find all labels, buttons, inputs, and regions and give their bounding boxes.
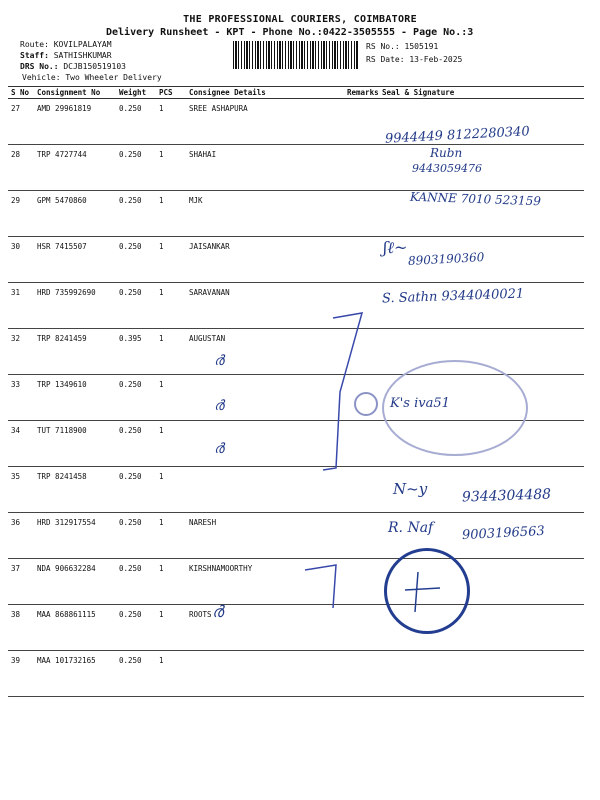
cell-pcs: 1 [156, 559, 186, 605]
cell-consignee: JAISANKAR [186, 237, 344, 283]
cell-consignee: KIRSHNAMOORTHY [186, 559, 344, 605]
handwritten-mark-35: ർ [214, 441, 224, 457]
company-title: THE PROFESSIONAL COURIERS, COIMBATORE [183, 14, 417, 25]
cell-pcs: 1 [156, 421, 186, 467]
cell-consignee: SHAHAI [186, 145, 344, 191]
cell-weight: 0.250 [116, 191, 156, 237]
cell-weight: 0.250 [116, 559, 156, 605]
cell-consignment: TRP 8241459 [34, 329, 116, 375]
handwritten-signature-34: K's iva51 [390, 396, 450, 411]
cell-sno: 32 [8, 329, 34, 375]
col-header-remarks: Remarks [344, 87, 379, 99]
col-header-seal-signature: Seal & Signature [379, 87, 584, 99]
handwritten-signature-36: N~y [393, 480, 428, 498]
cell-consignment: TRP 8241458 [34, 467, 116, 513]
cell-consignment: NDA 906632284 [34, 559, 116, 605]
cell-pcs: 1 [156, 99, 186, 145]
pen-hook-stroke [305, 565, 336, 608]
pen-bracket-stroke [323, 313, 362, 470]
cell-sno: 36 [8, 513, 34, 559]
cell-pcs: 1 [156, 467, 186, 513]
handwritten-phone-37: 9003196563 [461, 523, 546, 544]
handwritten-note-27: 9944449 8122280340 [384, 124, 531, 147]
cell-weight: 0.250 [116, 605, 156, 651]
drs-value: DCJB150519103 [63, 62, 126, 71]
seal-inner-stroke [405, 572, 440, 612]
cell-pcs: 1 [156, 145, 186, 191]
cell-consignment: TRP 4727744 [34, 145, 116, 191]
route-label: Route: [20, 40, 49, 49]
handwritten-note-32: S. Sathn 9344040021 [381, 286, 525, 307]
cell-sno: 28 [8, 145, 34, 191]
cell-sno: 38 [8, 605, 34, 651]
cell-consignment: TRP 1349610 [34, 375, 116, 421]
cell-consignment: HSR 7415507 [34, 237, 116, 283]
cell-pcs: 1 [156, 605, 186, 651]
cell-pcs: 1 [156, 237, 186, 283]
rs-date-label: RS Date: [366, 55, 405, 64]
cell-consignee: SARAVANAN [186, 283, 344, 329]
cell-sno: 35 [8, 467, 34, 513]
cell-sno: 31 [8, 283, 34, 329]
cell-consignment: HRD 735992690 [34, 283, 116, 329]
runsheet-subtitle: Delivery Runsheet - KPT - Phone No.:0422-3505555 - Page No.:3 [106, 27, 474, 38]
cell-consignee: NARESH [186, 513, 344, 559]
cell-weight: 0.250 [116, 145, 156, 191]
handwritten-mark-34: ർ [214, 398, 224, 414]
handwritten-phone-28: 9443059476 [412, 162, 482, 175]
handwritten-mark-39: ർ [212, 602, 224, 621]
cell-pcs: 1 [156, 283, 186, 329]
cell-weight: 0.250 [116, 237, 156, 283]
cell-weight: 0.250 [116, 651, 156, 697]
drs-label: DRS No.: [20, 62, 59, 71]
cell-consignee: SREE ASHAPURA [186, 99, 344, 145]
handwritten-note-29: KANNE 7010 523159 [409, 189, 542, 209]
cell-weight: 0.250 [116, 513, 156, 559]
handwritten-signature-37: R. Naf [388, 520, 434, 536]
cell-pcs: 1 [156, 513, 186, 559]
cell-consignment: MAA 101732165 [34, 651, 116, 697]
staff-label: Staff: [20, 51, 49, 60]
cell-pcs: 1 [156, 329, 186, 375]
col-header-weight: Weight [116, 87, 156, 99]
cell-sno: 27 [8, 99, 34, 145]
cell-weight: 0.250 [116, 99, 156, 145]
cell-sno: 30 [8, 237, 34, 283]
cell-sno: 29 [8, 191, 34, 237]
cell-sno: 39 [8, 651, 34, 697]
cell-weight: 0.395 [116, 329, 156, 375]
rs-date-value: 13-Feb-2025 [409, 55, 463, 64]
cell-sno: 33 [8, 375, 34, 421]
cell-sno: 34 [8, 421, 34, 467]
cell-weight: 0.250 [116, 467, 156, 513]
cell-consignment: MAA 868861115 [34, 605, 116, 651]
cell-weight: 0.250 [116, 375, 156, 421]
col-header-consignment: Consignment No [34, 87, 116, 99]
cell-consignment: HRD 312917554 [34, 513, 116, 559]
cell-consignment: AMD 29961819 [34, 99, 116, 145]
cell-pcs: 1 [156, 191, 186, 237]
col-header-pcs: PCS [156, 87, 186, 99]
handwritten-signature-30: ʃℓ~ [383, 238, 408, 257]
rs-no-value: 1505191 [404, 42, 439, 51]
cell-sno: 37 [8, 559, 34, 605]
rs-no-label: RS No.: [366, 42, 400, 51]
col-header-consignee: Consignee Details [186, 87, 344, 99]
cell-consignee: AUGUSTAN [186, 329, 344, 375]
handwritten-signature-28: Rubn [430, 146, 463, 160]
cell-consignment: TUT 7118900 [34, 421, 116, 467]
col-header-sno: S No [8, 87, 34, 99]
handwritten-mark-33: ർ [214, 353, 224, 369]
staff-value: SATHISHKUMAR [53, 51, 112, 60]
cell-weight: 0.250 [116, 283, 156, 329]
cell-pcs: 1 [156, 375, 186, 421]
vehicle-label: Vehicle: [22, 73, 61, 82]
vehicle-value: Two Wheeler Delivery [65, 73, 162, 82]
cell-weight: 0.250 [116, 421, 156, 467]
handwritten-phone-31: 8903190360 [407, 250, 485, 268]
cell-consignee: ROOTS [186, 605, 344, 651]
route-value: KOVILPALAYAM [53, 40, 112, 49]
cell-consignee: MJK [186, 191, 344, 237]
cell-consignment: GPM 5470860 [34, 191, 116, 237]
handwritten-phone-36: 9344304488 [461, 486, 552, 506]
cell-pcs: 1 [156, 651, 186, 697]
